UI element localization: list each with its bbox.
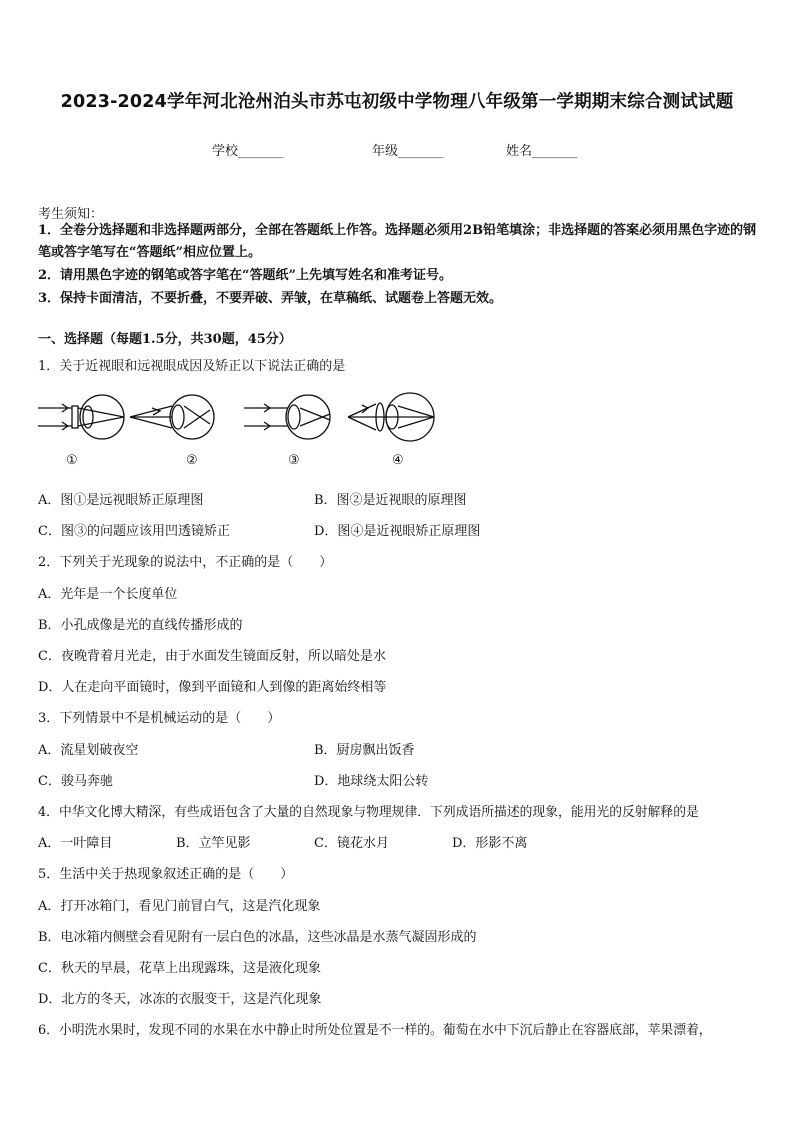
figure-label-4: ④ bbox=[392, 453, 404, 468]
q4-option-c: C．镜花水月 bbox=[314, 836, 389, 851]
q1-option-a: A．图①是远视眼矫正原理图 bbox=[38, 493, 204, 508]
notice-heading: 考生须知： bbox=[38, 207, 104, 222]
exam-title: 2023-2024学年河北沧州泊头市苏屯初级中学物理八年级第一学期期末综合测试试题 bbox=[60, 92, 734, 112]
eye-diagram-4 bbox=[348, 393, 434, 441]
school-field: 学校_______ bbox=[212, 144, 284, 159]
question-2-stem: 2．下列关于光现象的说法中，不正确的是（ ） bbox=[38, 555, 333, 570]
q5-option-c: C．秋天的早晨，花草上出现露珠，这是液化现象 bbox=[38, 961, 321, 976]
q1-option-b: B．图②是近视眼的原理图 bbox=[314, 493, 467, 508]
q2-option-c: C．夜晚背着月光走，由于水面发生镜面反射，所以暗处是水 bbox=[38, 649, 386, 664]
q5-option-b: B．电冰箱内侧壁会看见附有一层白色的冰晶，这些冰晶是水蒸气凝固形成的 bbox=[38, 930, 477, 945]
question-3-stem: 3．下列情景中不是机械运动的是（ ） bbox=[38, 711, 281, 726]
q3-option-c: C．骏马奔驰 bbox=[38, 774, 113, 789]
eye-diagram-2 bbox=[130, 395, 214, 439]
q3-option-b: B．厨房飘出饭香 bbox=[314, 743, 415, 758]
q4-option-b: B．立竿见影 bbox=[176, 836, 251, 851]
q1-option-d: D．图④是近视眼矫正原理图 bbox=[314, 524, 481, 539]
eye-diagram-1 bbox=[38, 395, 124, 439]
grade-field: 年级_______ bbox=[372, 144, 444, 159]
q4-option-a: A．一叶障目 bbox=[38, 836, 113, 851]
section-heading: 一、选择题（每题1.5分，共30题，45分） bbox=[38, 332, 292, 347]
question-4-stem: 4．中华文化博大精深，有些成语包含了大量的自然现象与物理规律．下列成语所描述的现象，能用光的反射解释的是 bbox=[38, 805, 699, 820]
q4-option-d: D．形影不离 bbox=[452, 836, 528, 851]
figure-label-1: ① bbox=[66, 453, 78, 468]
q5-option-a: A．打开冰箱门，看见门前冒白气，这是汽化现象 bbox=[38, 899, 321, 914]
name-field: 姓名_______ bbox=[506, 144, 578, 159]
q5-option-d: D．北方的冬天，冰冻的衣服变干，这是汽化现象 bbox=[38, 992, 322, 1007]
figure-label-2: ② bbox=[186, 453, 198, 468]
question-6-stem: 6．小明洗水果时，发现不同的水果在水中静止时所处位置是不一样的。葡萄在水中下沉后静止在容器底部，苹果漂着， bbox=[38, 1023, 712, 1038]
q2-option-a: A．光年是一个长度单位 bbox=[38, 587, 178, 602]
notice-item-1: 1．全卷分选择题和非选择题两部分，全部在答题纸上作答。选择题必须用2B铅笔填涂；非选择题的答案必须用黑色字迹的钢笔或答字笔写在“答题纸”相应位置上。 bbox=[38, 223, 757, 260]
q2-option-d: D．人在走向平面镜时，像到平面镜和人到像的距离始终相等 bbox=[38, 680, 387, 695]
figure-label-3: ③ bbox=[288, 453, 300, 468]
q2-option-b: B．小孔成像是光的直线传播形成的 bbox=[38, 618, 243, 633]
q3-option-d: D．地球绕太阳公转 bbox=[314, 774, 429, 789]
eye-diagram-3 bbox=[244, 395, 330, 439]
question-1-stem: 1．关于近视眼和远视眼成因及矫正以下说法正确的是 bbox=[38, 359, 346, 374]
question-5-stem: 5．生活中关于热现象叙述正确的是（ ） bbox=[38, 867, 294, 882]
q1-option-c: C．图③的问题应该用凹透镜矫正 bbox=[38, 524, 230, 539]
notice-item-3: 3．保持卡面清洁，不要折叠，不要弄破、弄皱，在草稿纸、试题卷上答题无效。 bbox=[38, 291, 503, 306]
notice-item-2: 2．请用黑色字迹的钢笔或答字笔在“答题纸”上先填写姓名和准考证号。 bbox=[38, 268, 453, 283]
q3-option-a: A．流星划破夜空 bbox=[38, 743, 139, 758]
eye-diagrams-figure bbox=[34, 384, 454, 450]
